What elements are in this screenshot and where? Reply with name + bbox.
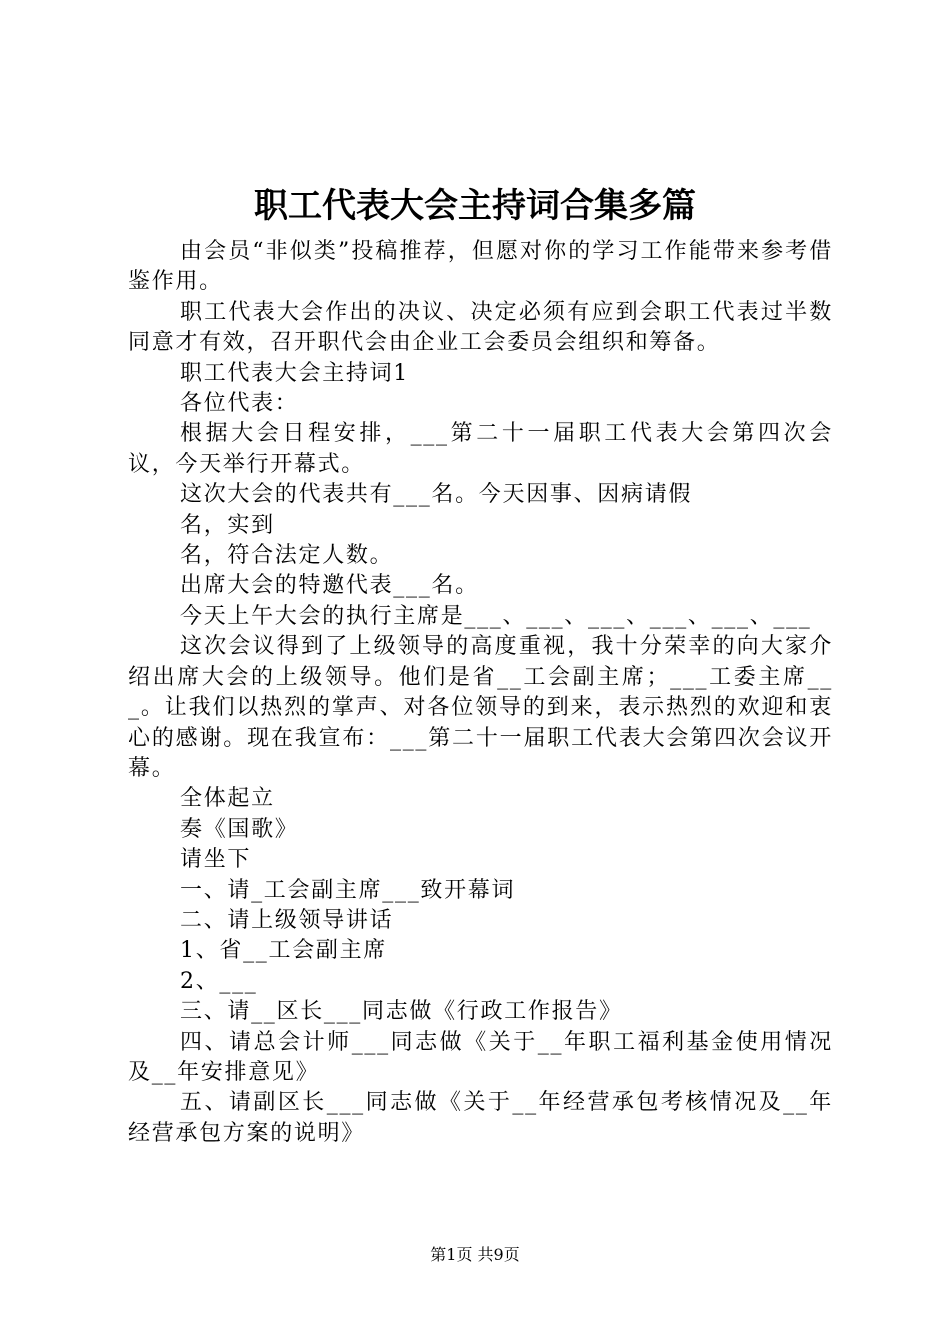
document-title: 职工代表大会主持词合集多篇 <box>254 186 696 226</box>
paragraph: 五、请副区长___同志做《关于__年经营承包考核情况及__年经营承包方案的说明》 <box>128 1090 833 1146</box>
paragraph: 名，符合法定人数。 <box>180 543 394 569</box>
paragraph: 各位代表： <box>180 391 299 417</box>
paragraph: 二、请上级领导讲话 <box>180 907 394 933</box>
paragraph: 职工代表大会作出的决议、决定必须有应到会职工代表过半数同意才有效，召开职代会由企业工会委员会组织和筹备。 <box>128 299 833 356</box>
paragraph: 这次会议得到了上级领导的高度重视，我十分荣幸的向大家介绍出席大会的上级领导。他们是省__工会副主席；___工委主席___。让我们以热烈的掌声、对各位领导的到来，表示热烈的欢迎和衷心的感谢。现在我宣布：___第二十一届职工代表大会第四次会议开幕。 <box>128 634 833 781</box>
paragraph: 请坐下 <box>180 847 252 873</box>
paragraph: 职工代表大会主持词1 <box>180 360 409 386</box>
paragraph: 这次大会的代表共有___名。今天因事、因病请假 <box>180 482 693 508</box>
paragraph: 由会员“非似类”投稿推荐，但愿对你的学习工作能带来参考借鉴作用。 <box>128 239 833 295</box>
paragraph: 2、___ <box>180 968 258 994</box>
paragraph: 根据大会日程安排，___第二十一届职工代表大会第四次会议，今天举行开幕式。 <box>128 421 833 477</box>
paragraph: 名，实到 <box>180 512 275 538</box>
paragraph: 三、请__区长___同志做《行政工作报告》 <box>180 999 623 1025</box>
page-number-footer: 第1页 共9页 <box>430 1245 520 1264</box>
paragraph: 今天上午大会的执行主席是___、___、___、___、___、___ <box>180 603 812 629</box>
paragraph: 1、省__工会副主席 <box>180 938 387 964</box>
paragraph: 全体起立 <box>180 786 275 812</box>
paragraph: 出席大会的特邀代表___名。 <box>180 573 479 599</box>
paragraph: 一、请_工会副主席___致开幕词 <box>180 877 516 903</box>
paragraph: 奏《国歌》 <box>180 816 299 842</box>
document-body <box>128 237 833 1149</box>
paragraph: 四、请总会计师___同志做《关于__年职工福利基金使用情况及__年安排意见》 <box>128 1029 833 1085</box>
